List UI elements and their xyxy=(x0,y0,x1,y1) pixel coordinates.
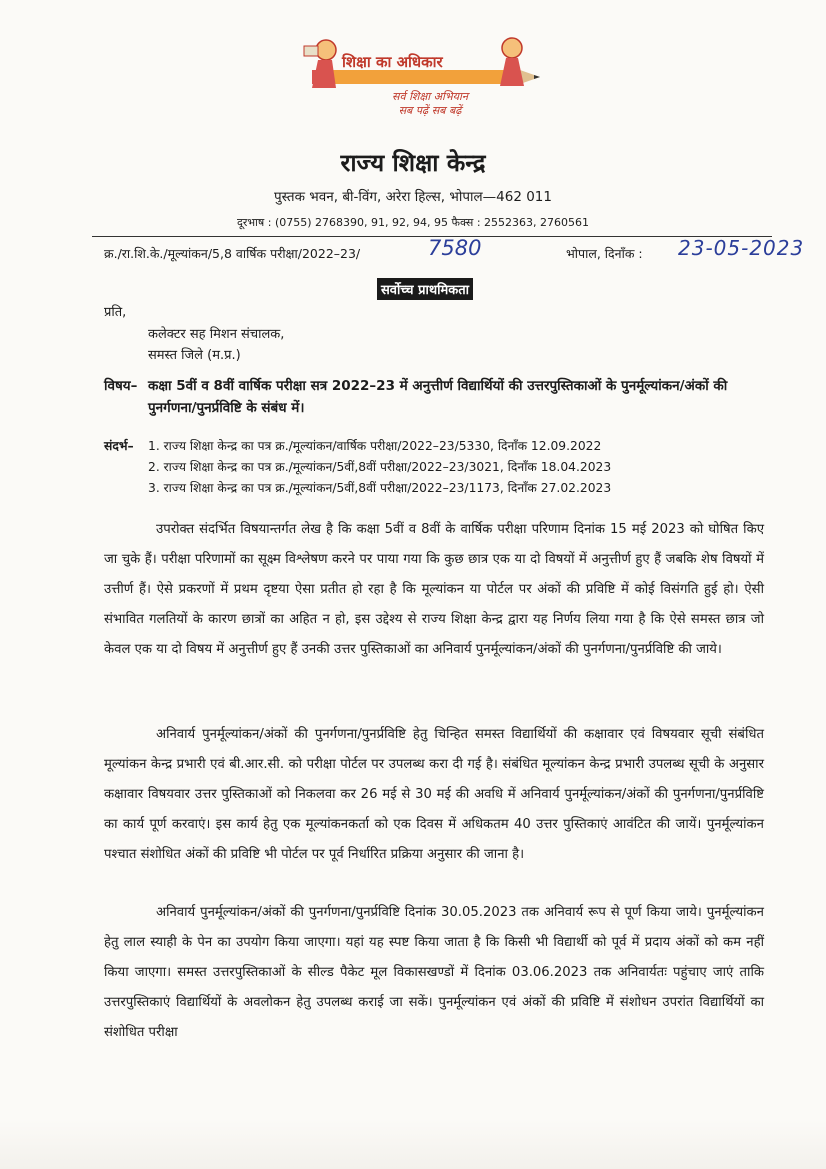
logo-banner-text: शिक्षा का अधिकार xyxy=(342,53,443,71)
logo-tagline xyxy=(370,90,490,118)
logo xyxy=(290,28,550,128)
organization-phone: दूरभाष : (0755) 2768390, 91, 92, 94, 95 फैक्स : 2552363, 2760561 xyxy=(236,216,590,229)
logo-tagline-1: सर्व शिक्षा अभियान xyxy=(392,90,468,103)
body-paragraph-1-text: उपरोक्त संदर्भित विषयान्तर्गत लेख है कि कक्षा 5वीं व 8वीं के वार्षिक परीक्षा परिणाम दिनांक 15 मई 2023 को घोषित किए जा चुके हैं। परीक्षा परिणामों का सूक्ष्म विश्लेषण करने पर पाया गया कि कुछ छात्र एक या दो विषयों में अनुत्तीर्ण हुए हैं जबकि शेष विषयों में उत्तीर्ण हैं। ऐसे प्रकरणों में प्रथम दृष्टया ऐसा प्रतीत हो रहा है कि मूल्यांकन या पोर्टल पर अंकों की प्रविष्टि में कोई विसंगति हुई हो। ऐसी संभावित गलतियों के कारण छात्रों का अहित न हो, इस उद्देश्य से राज्य शिक्षा केन्द्र द्वारा यह निर्णय लिया गया है कि ऐसे समस्त छात्र जो केवल एक या दो विषय में अनुत्तीर्ण हुए हैं उनकी उत्तर पुस्तिकाओं का अनिवार्य पुनर्मूल्यांकन/अंकों की पुनर्गणना/पुनर्प्रविष्टि की जाये। xyxy=(104,522,764,657)
subject-label: विषय– xyxy=(104,378,138,394)
date-handwritten: 23-05-2023 xyxy=(678,236,805,260)
body-paragraph-3-text: अनिवार्य पुनर्मूल्यांकन/अंकों की पुनर्गणना/पुनर्प्रविष्टि दिनांक 30.05.2023 तक अनिवार्य रूप से पूर्ण किया जाये। पुनर्मूल्यांकन हेतु लाल स्याही के पेन का उपयोग किया जाएगा। यहां यह स्पष्ट किया जाता है कि किसी भी विद्यार्थी को पूर्व में प्रदाय अंकों को कम नहीं किया जाएगा। समस्त उत्तरपुस्तिकाओं के सील्ड पैकेट मूल विकासखण्डों में दिनांक 03.06.2023 तक अनिवार्यतः पहुंचाए जाएं ताकि उत्तरपुस्तिकाएं विद्यार्थियों के अवलोकन हेतु उपलब्ध कराई जा सकें। पुनर्मूल्यांकन एवं अंकों की प्रविष्टि में संशोधन उपरांत विद्यार्थियों का संशोधित परीक्षा xyxy=(104,905,764,1040)
organization-name: राज्य शिक्षा केन्द्र xyxy=(340,149,486,177)
subject xyxy=(104,375,764,419)
body-paragraph-1 xyxy=(104,515,764,665)
reference-item: 3. राज्य शिक्षा केन्द्र का पत्र क्र./मूल्यांकन/5वीं,8वीं परीक्षा/2022–23/1173, दिनाँक 27.02.2023 xyxy=(148,481,612,495)
priority-badge: सर्वोच्च प्राथमिकता xyxy=(377,278,473,300)
organization-address: पुस्तक भवन, बी-विंग, अरेरा हिल्स, भोपाल—462 011 xyxy=(273,189,552,205)
reference-item: 1. राज्य शिक्षा केन्द्र का पत्र क्र./मूल्यांकन/वार्षिक परीक्षा/2022–23/5330, दिनाँक 12.09.2022 xyxy=(148,439,602,453)
references-label: संदर्भ– xyxy=(104,439,134,453)
addressee-line-1: कलेक्टर सह मिशन संचालक, xyxy=(148,327,285,342)
addressee-line-2: समस्त जिले (म.प्र.) xyxy=(148,348,241,363)
reference-item: 2. राज्य शिक्षा केन्द्र का पत्र क्र./मूल्यांकन/5वीं,8वीं परीक्षा/2022–23/3021, दिनाँक 18.04.2023 xyxy=(148,460,612,474)
date-label: भोपाल, दिनाँक : xyxy=(566,246,643,261)
reference-prefix: क्र./रा.शि.के./मूल्यांकन/5,8 वार्षिक परीक्षा/2022–23/ xyxy=(104,246,361,261)
subject-text: कक्षा 5वीं व 8वीं वार्षिक परीक्षा सत्र 2022–23 में अनुत्तीर्ण विद्यार्थियों की उत्तरपुस्तिकाओं के पुनर्मूल्यांकन/अंकों की पुनर्गणना/पुनर्प्रविष्टि के संबंध में। xyxy=(148,378,728,416)
reference-number-handwritten: 7580 xyxy=(428,236,482,260)
body-paragraph-2 xyxy=(104,720,764,870)
addressee-label: प्रति, xyxy=(104,305,127,320)
body-paragraph-2-text: अनिवार्य पुनर्मूल्यांकन/अंकों की पुनर्गणना/पुनर्प्रविष्टि हेतु चिन्हित समस्त विद्यार्थियों की कक्षावार एवं विषयवार सूची संबंधित मूल्यांकन केन्द्र प्रभारी एवं बी.आर.सी. को परीक्षा पोर्टल पर उपलब्ध करा दी गई है। संबंधित मूल्यांकन केन्द्र प्रभारी उपलब्ध सूची के अनुसार कक्षावार विषयवार उत्तर पुस्तिकाओं को निकलवा कर 26 मई से 30 मई की अवधि में अनिवार्य पुनर्मूल्यांकन/अंकों की पुनर्गणना/पुनर्प्रविष्टि का कार्य पूर्ण करवाएं। इस कार्य हेतु एक मूल्यांकनकर्ता को एक दिवस में अधिकतम 40 उत्तर पुस्तिकाएं आवंटित की जायें। पुनर्मूल्यांकन पश्चात संशोधित अंकों की प्रविष्टि भी पोर्टल पर पूर्व निर्धारित प्रक्रिया अनुसार की जाना है। xyxy=(104,727,764,862)
references-list xyxy=(104,436,764,499)
logo-tagline-2: सब पढ़ें सब बढ़ें xyxy=(398,104,462,117)
body-paragraph-3 xyxy=(104,898,764,1048)
references xyxy=(104,436,764,499)
page-bottom-margin xyxy=(0,1120,826,1169)
